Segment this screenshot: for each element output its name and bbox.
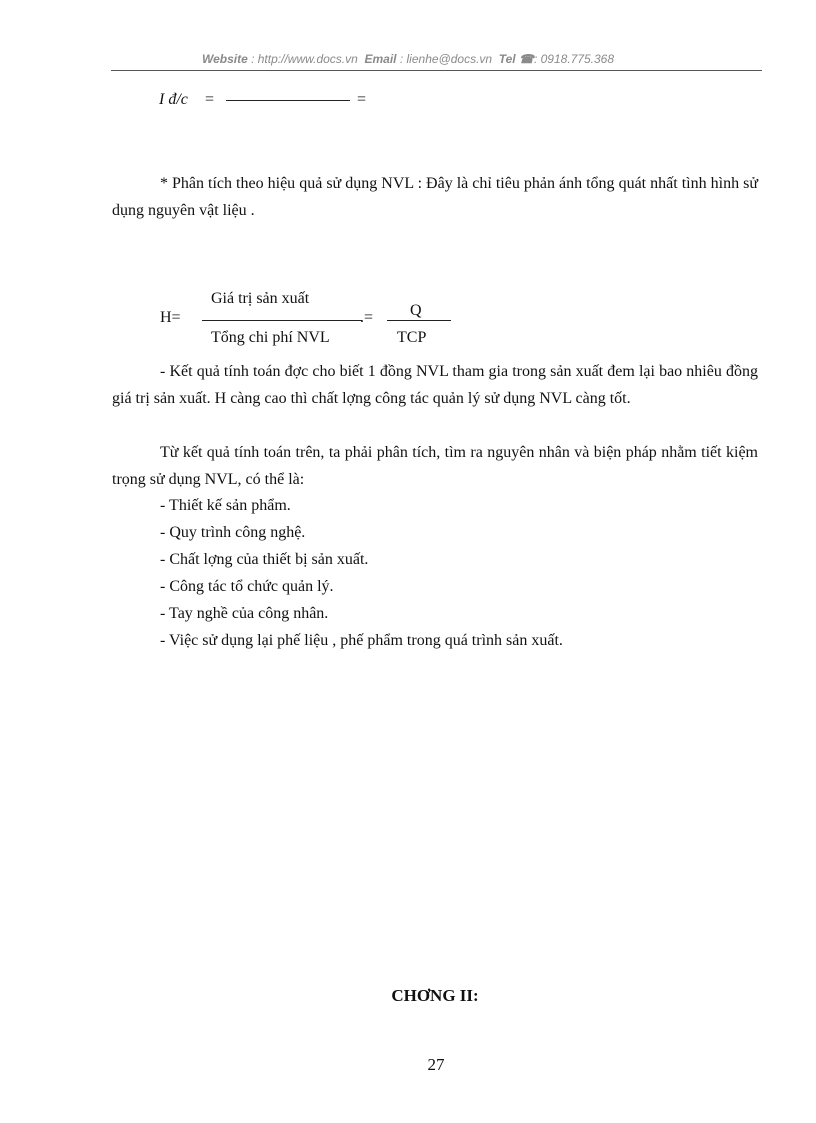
formula2-q-line	[387, 320, 451, 321]
formula2-numerator: Giá trị sản xuất	[211, 290, 310, 307]
formula2-eq: .=	[360, 309, 374, 326]
website-value: : http://www.docs.vn	[251, 52, 358, 66]
phone-icon: ☎	[519, 52, 534, 66]
formula1-fraction-line	[226, 100, 350, 101]
formula2-denominator: Tổng chi phí NVL	[211, 329, 330, 346]
list-item: - Việc sử dụng lại phế liệu , phế phẩm trong quá trình sản xuất.	[160, 632, 563, 649]
paragraph-analysis: Từ kết quả tính toán trên, ta phải phân tích, tìm ra nguyên nhân và biện pháp nhằm tiết kiệm trọng sử dụng NVL, có thể là:	[112, 444, 758, 488]
formula1-eq1: =	[205, 91, 215, 108]
formula2-fraction-line	[202, 320, 362, 321]
paragraph-result: - Kết quả tính toán đợc cho biết 1 đồng NVL tham gia trong sản xuất đem lại bao nhiêu đồng giá trị sản xuất. H càng cao thì chất lợng công tác quản lý sử dụng NVL càng tốt.	[112, 363, 758, 407]
formula2-tcp: TCP	[397, 329, 427, 346]
page-number: 27	[427, 1055, 445, 1074]
chapter-heading: CHƠNG II:	[391, 986, 479, 1005]
formula1-eq2: =	[357, 91, 367, 108]
list-item: - Tay nghề của công nhân.	[160, 605, 329, 622]
page-header	[0, 52, 816, 66]
website-label: Website	[201, 52, 248, 66]
list-item: - Quy trình công nghệ.	[160, 524, 306, 541]
formula1-lhs: I đ/c	[159, 91, 188, 108]
header-divider	[111, 70, 762, 71]
tel-label: Tel	[498, 52, 516, 66]
email-label: Email	[364, 52, 397, 66]
list-item: - Công tác tổ chức quản lý.	[160, 578, 334, 595]
list-item: - Thiết kế sản phẩm.	[160, 497, 291, 514]
tel-value: : 0918.775.368	[533, 52, 615, 66]
formula2-q: Q	[410, 302, 422, 319]
formula2-lhs: H=	[160, 309, 181, 326]
paragraph-efficiency: * Phân tích theo hiệu quả sử dụng NVL : Đây là chỉ tiêu phản ánh tổng quát nhất tình hình sử dụng nguyên vật liệu .	[112, 175, 758, 219]
list-item: - Chất lợng của thiết bị sản xuất.	[160, 551, 369, 568]
email-value: : lienhe@docs.vn	[399, 52, 493, 66]
